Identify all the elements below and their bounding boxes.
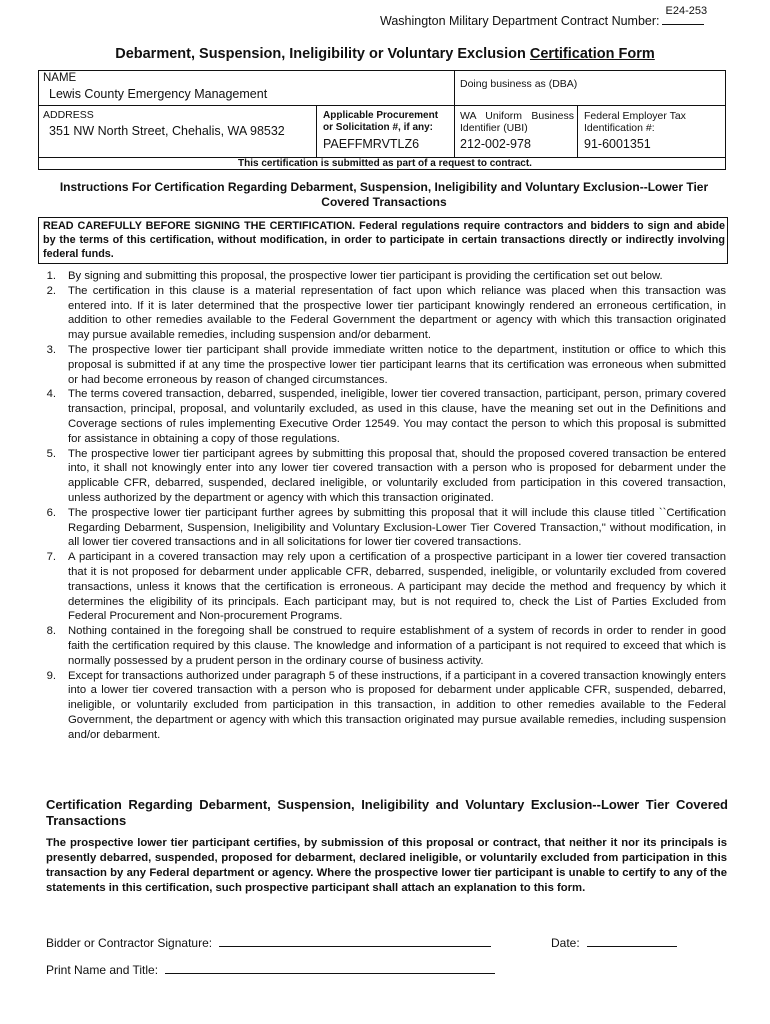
instruction-item (18, 387, 726, 446)
instruction-item (18, 284, 726, 343)
procurement-label-line-1: Applicable Procurement (323, 110, 439, 121)
instruction-number: 7. (46, 551, 56, 564)
instruction-item (18, 269, 726, 284)
instruction-text: The certification in this clause is a material representation of fact upon which reliance was placed when this transaction was entered into. If it is later determined that the prospective lower tier participant knowingly rendered an erroneous certification, in addition to other remedies available to the Federal Government the department or agency with which this transaction originated may pursue available remedies, including suspension and/or debarment. (68, 284, 726, 342)
address-label: ADDRESS (43, 109, 94, 121)
date-field[interactable] (587, 936, 677, 947)
instruction-item (18, 624, 726, 668)
instruction-text: Except for transactions authorized under paragraph 5 of these instructions, if a participant in a covered transaction knowingly enters into a lower tier covered transaction with a person who is proposed for debarment under applicable CFR, suspended, debarred, ineligible, or voluntarily excluded from participation in this transaction, in addition to other remedies available to the Federal Government, the department or agency with which this transaction originated may pursue available remedies, including suspension and/or debarment. (68, 669, 726, 741)
fein-label (584, 110, 686, 134)
date-label: Date: (551, 936, 580, 950)
form-title-main: Debarment, Suspension, Ineligibility or Voluntary Exclusion (115, 46, 526, 62)
procurement-label (323, 110, 438, 134)
ubi-label (460, 110, 574, 134)
dba-label: Doing business as (DBA) (460, 78, 578, 90)
date-row (551, 936, 677, 950)
divider (316, 105, 317, 157)
fein-label-line-1: Federal Employer Tax (584, 110, 686, 122)
instruction-number: 5. (46, 447, 56, 460)
contract-number-value: E24-253 (665, 5, 708, 17)
contractor-info-table (38, 70, 726, 170)
instruction-number: 9. (46, 669, 56, 682)
print-name-row (46, 963, 495, 977)
contract-number-label: Washington Military Department Contract Number: (380, 14, 660, 28)
address-value: 351 NW North Street, Chehalis, WA 98532 (49, 124, 285, 138)
instruction-number: 1. (46, 270, 56, 282)
ubi-label-line-1: WA Uniform Business (460, 110, 574, 122)
instructions-title: Instructions For Certification Regarding Debarment, Suspension, Ineligibility and Voluntary Exclusion--Lower Tier Covered Transactions (59, 180, 709, 209)
instructions-list (18, 269, 726, 743)
instruction-text: The terms covered transaction, debarred, suspended, ineligible, lower tier covered transaction, participant, person, primary covered transaction, principal, proposal, and voluntarily excluded, as used in this clause, have the meaning set out in the Definitions and Coverage sections of rules implementing Executive Order 12549. You may contact the person to which this proposal is submitted for assistance in obtaining a copy of those regulations. (68, 388, 726, 445)
print-name-field[interactable] (165, 963, 495, 974)
read-carefully-notice: READ CAREFULLY BEFORE SIGNING THE CERTIFICATION. Federal regulations require contractors and bidders to sign and abide by the terms of this certification, without modification, in order to participate in certain transactions directly or indirectly involving federal funds. (38, 217, 728, 264)
procurement-label-line-2: or Solicitation #, if any: (323, 122, 434, 133)
signature-field[interactable] (219, 936, 491, 947)
instruction-text: The prospective lower tier participant agrees by submitting this proposal that, should the proposed covered transaction be entered into, it shall not knowingly enter into any lower tier covered transaction with a person who is proposed for debarment under the applicable CFR, debarred, suspended, declared ineligible, or voluntarily excluded from participation in this covered transaction, unless authorized by the department or agency with which this transaction originated. (68, 447, 726, 504)
form-title (0, 46, 770, 62)
instruction-text: The prospective lower tier participant shall provide immediate written notice to the department, institution or office to which this proposal is submitted if at any time the prospective lower tier participant learns that its certification was erroneous when submitted or had become erroneous by reason of changed circumstances. (68, 343, 726, 386)
certification-statement: The prospective lower tier participant certifies, by submission of this proposal or contract, that neither it nor its principals is presently debarred, suspended, proposed for debarment, declared ineligible, or voluntarily excluded from participation in this transaction by any Federal department or agency. Where the prospective lower tier participant is unable to certify to any of the statements in this certification, such prospective participant shall attach an explanation to this form. (46, 837, 727, 894)
instruction-item (18, 550, 726, 624)
instruction-item (18, 447, 726, 506)
instruction-number: 8. (46, 625, 56, 638)
divider (454, 71, 455, 157)
signature-label: Bidder or Contractor Signature: (46, 936, 213, 950)
name-label: NAME (43, 72, 77, 84)
certification-title: Certification Regarding Debarment, Suspension, Ineligibility and Voluntary Exclusion--Lower Tier Covered Transactions (46, 797, 728, 828)
instruction-number: 6. (46, 506, 56, 519)
instruction-text: Nothing contained in the foregoing shall be construed to require establishment of a system of records in order to render in good faith the certification required by this clause. The knowledge and information of a participant is not required to exceed that which is normally possessed by a prudent person in the ordinary course of business activity. (68, 625, 726, 667)
instruction-text: The prospective lower tier participant further agrees by submitting this proposal that it will include this clause titled ``Certification Regarding Debarment, Suspension, Ineligibility and Voluntary Exclusion-Lower Tier Covered Transaction,'' without modification, in all lower tier covered transactions and in all solicitations for lower tier covered transactions. (68, 506, 726, 549)
instruction-number: 2. (46, 284, 56, 297)
signature-row (46, 936, 491, 950)
ubi-label-line-2: Identifier (UBI) (460, 122, 528, 134)
instruction-text: By signing and submitting this proposal, the prospective lower tier participant is providing the certification set out below. (68, 270, 663, 282)
fein-value: 91-6001351 (584, 137, 651, 151)
instruction-number: 3. (46, 343, 56, 356)
instruction-item (18, 506, 726, 550)
print-name-label: Print Name and Title: (46, 963, 159, 977)
contract-number-line (380, 5, 708, 28)
certification-note: This certification is submitted as part of a request to contract. (238, 158, 532, 169)
instruction-text: A participant in a covered transaction may rely upon a certification of a prospective participant in a lower tier covered transaction that it is not proposed for debarment under applicable CFR, debarred, suspended, ineligible, or voluntarily excluded from covered transactions, unless it knows that the certification is erroneous. A participant may decide the method and frequency by which it determines the eligibility of its principals. Each participant may, but is not required to, check the List of Parties Excluded from Federal Procurement and Non-procurement Programs. (68, 551, 726, 623)
name-value: Lewis County Emergency Management (49, 87, 268, 101)
procurement-value: PAEFFMRVTLZ6 (323, 137, 420, 151)
divider (577, 105, 578, 157)
fein-label-line-2: Identification #: (584, 122, 655, 134)
instruction-item (18, 343, 726, 387)
instruction-number: 4. (46, 388, 56, 401)
instruction-item (18, 669, 726, 743)
divider (39, 105, 725, 106)
ubi-value: 212-002-978 (460, 137, 531, 151)
form-title-underlined: Certification Form (529, 46, 655, 62)
contract-number-field (662, 5, 708, 28)
